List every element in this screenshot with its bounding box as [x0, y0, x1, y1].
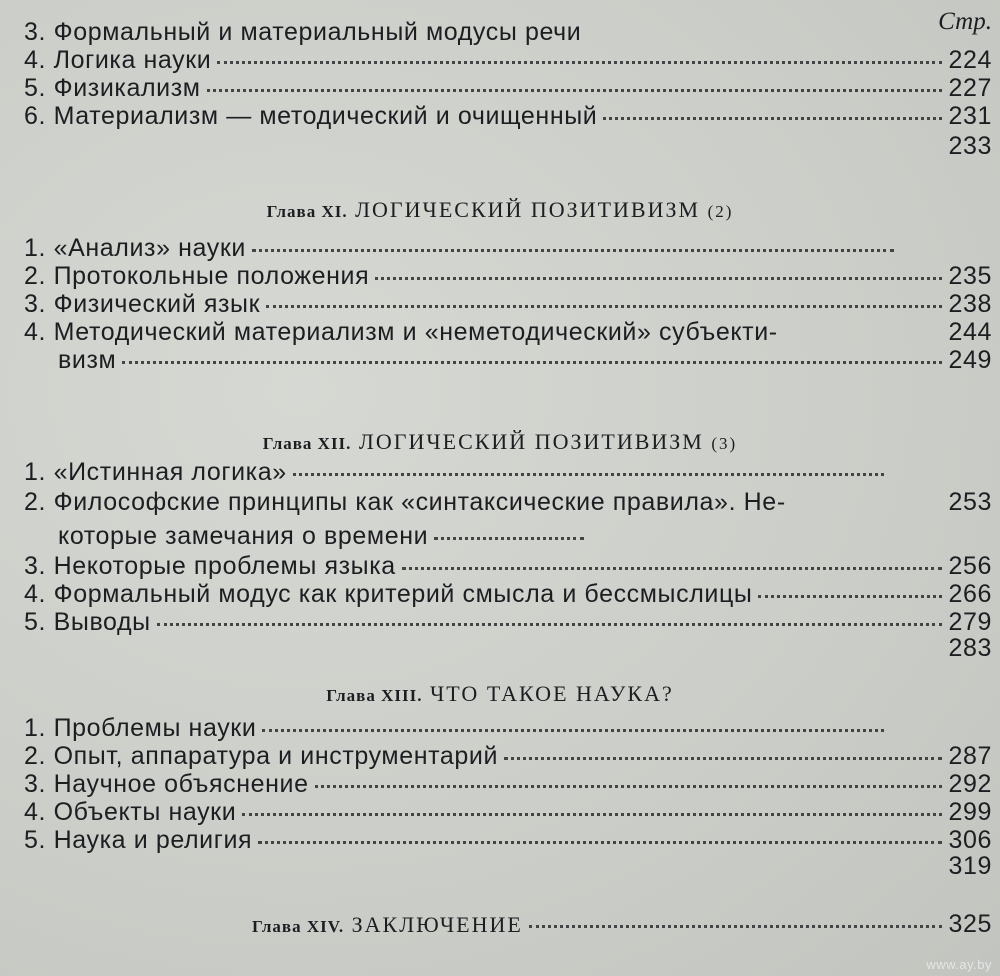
toc-entry	[24, 826, 992, 854]
toc-entry-text: 4. Формальный модус как критерий смысла и бессмыслицы	[24, 580, 753, 608]
toc-entry	[24, 580, 992, 608]
toc-entry-page: 299	[948, 798, 992, 826]
toc-entry-page: 319	[948, 852, 992, 880]
toc-entry-page: 306	[948, 826, 992, 854]
toc-entry-text: 2. Протокольные положения	[24, 262, 370, 290]
toc-entry-page: 253	[948, 488, 992, 516]
toc-entry-page: 292	[948, 770, 992, 798]
toc-entry-text: 4. Логика науки	[24, 46, 212, 74]
toc-entry-page: 233	[948, 132, 992, 160]
toc-entry-continuation	[58, 346, 992, 374]
chapter-heading	[0, 428, 1000, 456]
toc-entry-text: 1. «Истинная логика»	[24, 458, 287, 486]
chapter-prefix: Глава XIII.	[326, 686, 423, 705]
toc-entry-page: 249	[948, 346, 992, 374]
toc-entry-page: 235	[948, 262, 992, 290]
toc-entry-text: 3. Формальный и материальный модусы речи	[24, 18, 582, 46]
chapter-part: (2)	[707, 202, 734, 221]
toc-entry	[24, 552, 992, 580]
toc-entry-text: 5. Наука и религия	[24, 826, 253, 854]
toc-entry-text: 4. Методический материализм и «неметодический» субъекти-	[24, 318, 778, 346]
toc-entry	[24, 852, 992, 880]
chapter-part: (3)	[711, 434, 738, 453]
toc-entry-page: 231	[948, 102, 992, 130]
chapter-heading	[0, 196, 1000, 224]
toc-entry-text: 6. Материализм — методический и очищенный	[24, 102, 598, 130]
chapter-title: ЗАКЛЮЧЕНИЕ	[351, 912, 523, 937]
toc-entry	[24, 798, 992, 826]
chapter-title: ЧТО ТАКОЕ НАУКА?	[429, 681, 674, 706]
toc-entry-text: 3. Научное объяснение	[24, 770, 309, 798]
chapter-heading-xiv	[252, 910, 992, 938]
toc-entry-page: 227	[948, 74, 992, 102]
toc-entry-page: 283	[948, 634, 992, 662]
toc-entry	[24, 634, 992, 662]
toc-entry-text: 2. Опыт, аппаратура и инструментарий	[24, 742, 499, 770]
toc-entry-text: 3. Физический язык	[24, 290, 261, 318]
toc-entry-text: 1. «Анализ» науки	[24, 234, 246, 262]
toc-entry	[24, 318, 992, 346]
chapter-heading	[0, 680, 1000, 708]
toc-entry	[24, 18, 890, 46]
toc-entry-page: 279	[948, 608, 992, 636]
toc-entry	[24, 234, 900, 262]
toc-entry-text: 1. Проблемы науки	[24, 714, 257, 742]
toc-entry-text: визм	[58, 346, 117, 374]
toc-entry-continuation	[58, 522, 590, 550]
chapter-prefix: Глава XI.	[266, 202, 348, 221]
toc-entry	[24, 488, 992, 516]
toc-entry-page: 244	[948, 318, 992, 346]
toc-entry	[24, 46, 992, 74]
toc-entry-text: 5. Выводы	[24, 608, 151, 636]
toc-entry	[24, 714, 890, 742]
chapter-prefix: Глава XII.	[262, 434, 352, 453]
toc-entry-text: 3. Некоторые проблемы языка	[24, 552, 396, 580]
toc-entry-page: 325	[948, 910, 992, 938]
toc-entry	[24, 608, 992, 636]
chapter-title: ЛОГИЧЕСКИЙ ПОЗИТИВИЗМ	[355, 197, 701, 222]
toc-entry	[24, 132, 992, 160]
toc-entry-page: 238	[948, 290, 992, 318]
toc-entry	[24, 458, 890, 486]
toc-entry	[24, 290, 992, 318]
toc-entry-text: 5. Физикализм	[24, 74, 201, 102]
toc-entry-page: 256	[948, 552, 992, 580]
toc-entry-page: 266	[948, 580, 992, 608]
toc-entry	[24, 74, 992, 102]
toc-entry-page: 287	[948, 742, 992, 770]
toc-entry	[24, 742, 992, 770]
page-column-label: Стр.	[938, 8, 992, 35]
toc-entry-text: 2. Философские принципы как «синтаксические правила». Не-	[24, 488, 786, 516]
watermark: www.ay.by	[926, 957, 992, 972]
toc-entry-page: 224	[948, 46, 992, 74]
chapter-title: ЛОГИЧЕСКИЙ ПОЗИТИВИЗМ	[358, 429, 704, 454]
toc-entry	[24, 102, 992, 130]
toc-entry	[24, 262, 992, 290]
toc-entry-text: 4. Объекты науки	[24, 798, 237, 826]
toc-entry	[24, 770, 992, 798]
chapter-prefix: Глава XIV.	[252, 917, 345, 936]
toc-entry-text: которые замечания о времени	[58, 522, 429, 550]
